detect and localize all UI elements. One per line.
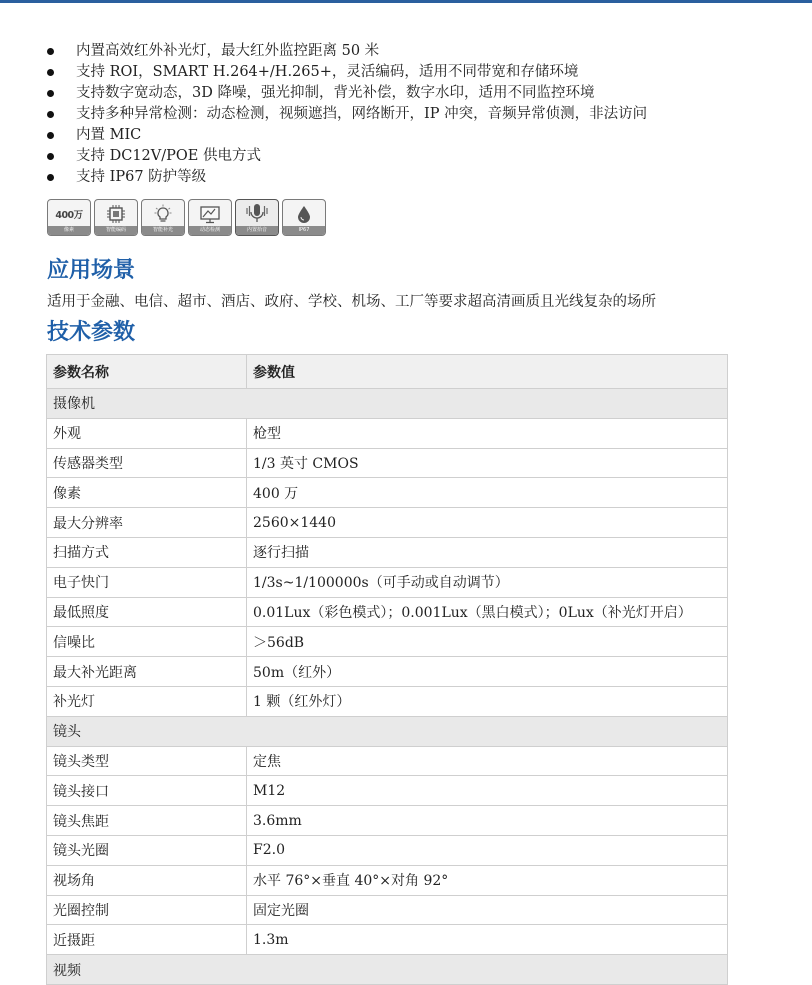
motion-detect-icon bbox=[189, 202, 231, 226]
top-rule bbox=[0, 0, 812, 3]
icon-label: IP67 bbox=[283, 226, 325, 235]
param-value-cell: 枪型 bbox=[247, 418, 728, 448]
param-value-cell: 定焦 bbox=[247, 746, 728, 776]
icon-label: 智能编码 bbox=[95, 226, 137, 235]
param-name-cell: 像素 bbox=[47, 478, 247, 508]
icon-label: 像素 bbox=[48, 226, 90, 235]
param-value-cell: 固定光圈 bbox=[247, 895, 728, 925]
group-title: 镜头 bbox=[47, 716, 728, 746]
table-row bbox=[47, 657, 728, 687]
specs-title: 技术参数 bbox=[47, 320, 136, 345]
icon-label: 内置拾音 bbox=[236, 226, 278, 235]
table-row bbox=[47, 537, 728, 567]
smart-encoding-tile bbox=[94, 199, 138, 236]
param-name-cell: 外观 bbox=[47, 418, 247, 448]
param-value-cell: F2.0 bbox=[247, 835, 728, 865]
table-row bbox=[47, 925, 728, 955]
param-value-cell: 1 颗（红外灯） bbox=[247, 686, 728, 716]
param-name-cell: 最大补光距离 bbox=[47, 657, 247, 687]
table-row bbox=[47, 686, 728, 716]
param-name-cell: 镜头焦距 bbox=[47, 806, 247, 836]
param-value-cell: 50m（红外） bbox=[247, 657, 728, 687]
param-name-cell: 最大分辨率 bbox=[47, 508, 247, 538]
feature-item: 内置高效红外补光灯，最大红外监控距离 50 米 bbox=[46, 41, 786, 62]
megapixel-icon: 400万 bbox=[55, 210, 83, 221]
table-row bbox=[47, 478, 728, 508]
param-name-cell: 镜头光圈 bbox=[47, 835, 247, 865]
spec-table-header bbox=[47, 355, 728, 389]
scenario-title: 应用场景 bbox=[47, 258, 136, 283]
group-title: 视频 bbox=[47, 955, 728, 985]
table-row bbox=[47, 835, 728, 865]
table-row bbox=[47, 776, 728, 806]
group-row bbox=[47, 389, 728, 419]
table-row bbox=[47, 865, 728, 895]
table-row bbox=[47, 418, 728, 448]
header-param-name: 参数名称 bbox=[47, 355, 247, 389]
spec-table-body bbox=[47, 389, 728, 985]
megapixel-tile bbox=[47, 199, 91, 236]
param-name-cell: 光圈控制 bbox=[47, 895, 247, 925]
param-name-cell: 视场角 bbox=[47, 865, 247, 895]
feature-item: 支持 ROI，SMART H.264+/H.265+，灵活编码，适用不同带宽和存储环境 bbox=[46, 62, 786, 83]
param-value-cell: 2560×1440 bbox=[247, 508, 728, 538]
param-value-cell: 1.3m bbox=[247, 925, 728, 955]
param-value-cell: 0.01Lux（彩色模式）；0.001Lux（黑白模式）；0Lux（补光灯开启） bbox=[247, 597, 728, 627]
scenario-text: 适用于金融、电信、超市、酒店、政府、学校、机场、工厂等要求超高清画质且光线复杂的场所 bbox=[47, 294, 656, 310]
light-bulb-icon bbox=[142, 202, 184, 226]
chip-icon bbox=[95, 202, 137, 226]
smart-ir-tile bbox=[141, 199, 185, 236]
param-name-cell: 最低照度 bbox=[47, 597, 247, 627]
param-name-cell: 扫描方式 bbox=[47, 537, 247, 567]
param-value-cell: 3.6mm bbox=[247, 806, 728, 836]
icon-label: 动态检测 bbox=[189, 226, 231, 235]
param-name-cell: 镜头接口 bbox=[47, 776, 247, 806]
param-name-cell: 补光灯 bbox=[47, 686, 247, 716]
group-title: 摄像机 bbox=[47, 389, 728, 419]
spec-table bbox=[46, 354, 728, 985]
microphone-icon bbox=[236, 202, 278, 226]
param-value-cell: M12 bbox=[247, 776, 728, 806]
feature-icon-strip bbox=[47, 199, 326, 236]
param-value-cell: 400 万 bbox=[247, 478, 728, 508]
param-value-cell: 水平 76°×垂直 40°×对角 92° bbox=[247, 865, 728, 895]
table-row bbox=[47, 597, 728, 627]
feature-item: 支持数字宽动态，3D 降噪，强光抑制，背光补偿，数字水印，适用不同监控环境 bbox=[46, 83, 786, 104]
built-in-mic-tile bbox=[235, 199, 279, 236]
table-row bbox=[47, 806, 728, 836]
param-name-cell: 镜头类型 bbox=[47, 746, 247, 776]
param-name-cell: 电子快门 bbox=[47, 567, 247, 597]
param-value-cell: 逐行扫描 bbox=[247, 537, 728, 567]
param-name-cell: 信噪比 bbox=[47, 627, 247, 657]
param-value-cell: ＞56dB bbox=[247, 627, 728, 657]
feature-item: 内置 MIC bbox=[46, 125, 786, 146]
motion-detect-tile bbox=[188, 199, 232, 236]
group-row bbox=[47, 716, 728, 746]
table-row bbox=[47, 567, 728, 597]
feature-item: 支持 DC12V/POE 供电方式 bbox=[46, 146, 786, 167]
feature-item: 支持 IP67 防护等级 bbox=[46, 167, 786, 188]
param-name-cell: 传感器类型 bbox=[47, 448, 247, 478]
table-row bbox=[47, 448, 728, 478]
header-param-value: 参数值 bbox=[247, 355, 728, 389]
icon-label: 智能补光 bbox=[142, 226, 184, 235]
param-name-cell: 近摄距 bbox=[47, 925, 247, 955]
param-value-cell: 1/3s~1/100000s（可手动或自动调节） bbox=[247, 567, 728, 597]
table-row bbox=[47, 508, 728, 538]
water-drop-icon bbox=[283, 202, 325, 226]
table-row bbox=[47, 895, 728, 925]
feature-item: 支持多种异常检测：动态检测，视频遮挡，网络断开，IP 冲突，音频异常侦测，非法访问 bbox=[46, 104, 786, 125]
table-row bbox=[47, 627, 728, 657]
param-value-cell: 1/3 英寸 CMOS bbox=[247, 448, 728, 478]
feature-list bbox=[46, 41, 786, 188]
table-row bbox=[47, 746, 728, 776]
ip67-tile bbox=[282, 199, 326, 236]
